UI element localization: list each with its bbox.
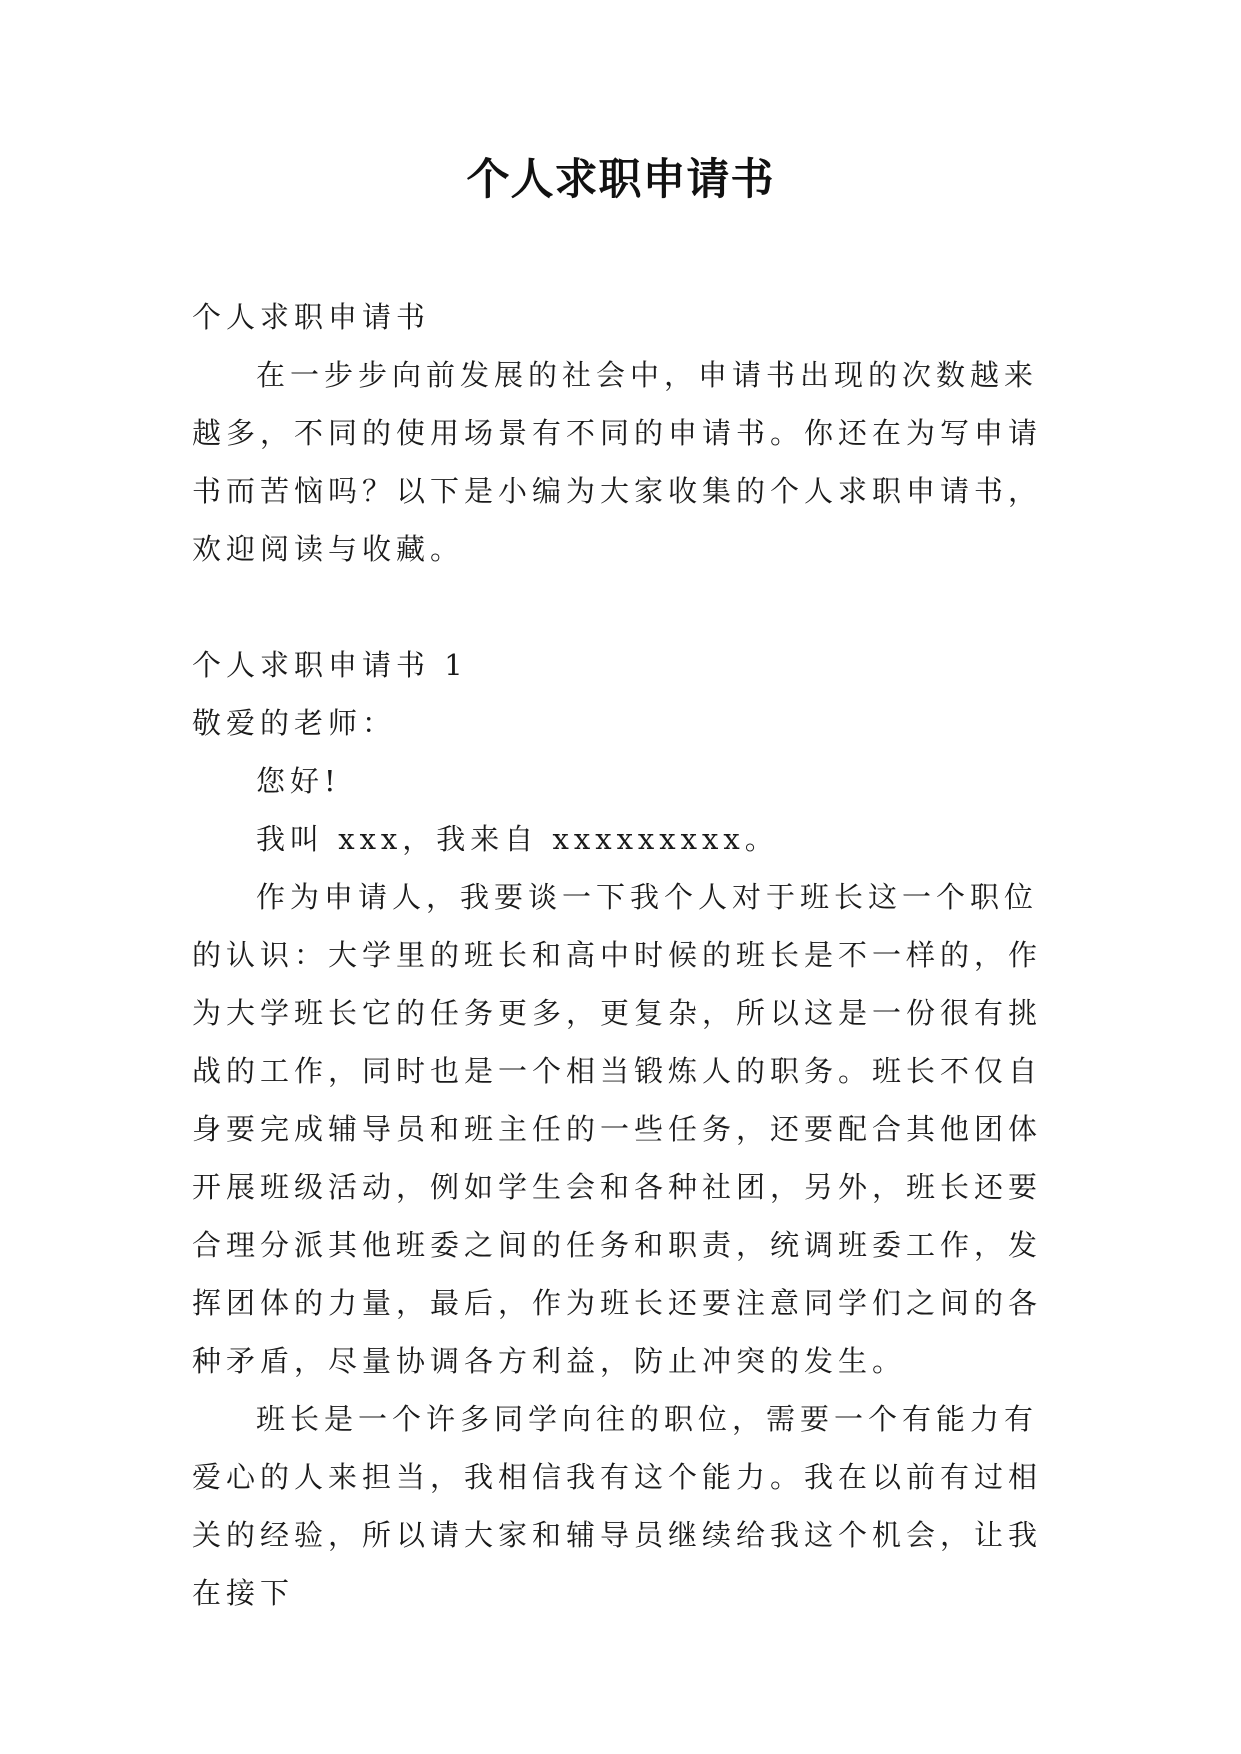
subtitle: 个人求职申请书 <box>192 300 431 334</box>
body-paragraph: 我叫 xxx，我来自 xxxxxxxxx。 <box>256 822 779 856</box>
greeting: 您好! <box>256 764 341 798</box>
section-heading: 个人求职申请书 1 <box>192 648 468 682</box>
document-body <box>192 288 1062 1622</box>
body-paragraph: 班长是一个许多同学向往的职位，需要一个有能力有爱心的人来担当，我相信我有这个能力。我在以前有过相关的经验，所以请大家和辅导员继续给我这个机会，让我在接下 <box>192 1402 1043 1610</box>
salutation: 敬爱的老师： <box>192 706 397 740</box>
document-title: 个人求职申请书 <box>466 155 775 205</box>
paragraph-gap <box>192 578 1062 636</box>
body-paragraph: 作为申请人，我要谈一下我个人对于班长这一个职位的认识：大学里的班长和高中时候的班长是不一样的，作为大学班长它的任务更多，更复杂，所以这是一份很有挑战的工作，同时也是一个相当锻炼人的职务。班长不仅自身要完成辅导员和班主任的一些任务，还要配合其他团体开展班级活动，例如学生会和各种社团，另外，班长还要合理分派其他班委之间的任务和职责，统调班委工作，发挥团体的力量，最后，作为班长还要注意同学们之间的各种矛盾，尽量协调各方利益，防止冲突的发生。 <box>192 880 1043 1378</box>
intro-paragraph: 在一步步向前发展的社会中，申请书出现的次数越来越多，不同的使用场景有不同的申请书。你还在为写申请书而苦恼吗？以下是小编为大家收集的个人求职申请书，欢迎阅读与收藏。 <box>192 358 1043 566</box>
